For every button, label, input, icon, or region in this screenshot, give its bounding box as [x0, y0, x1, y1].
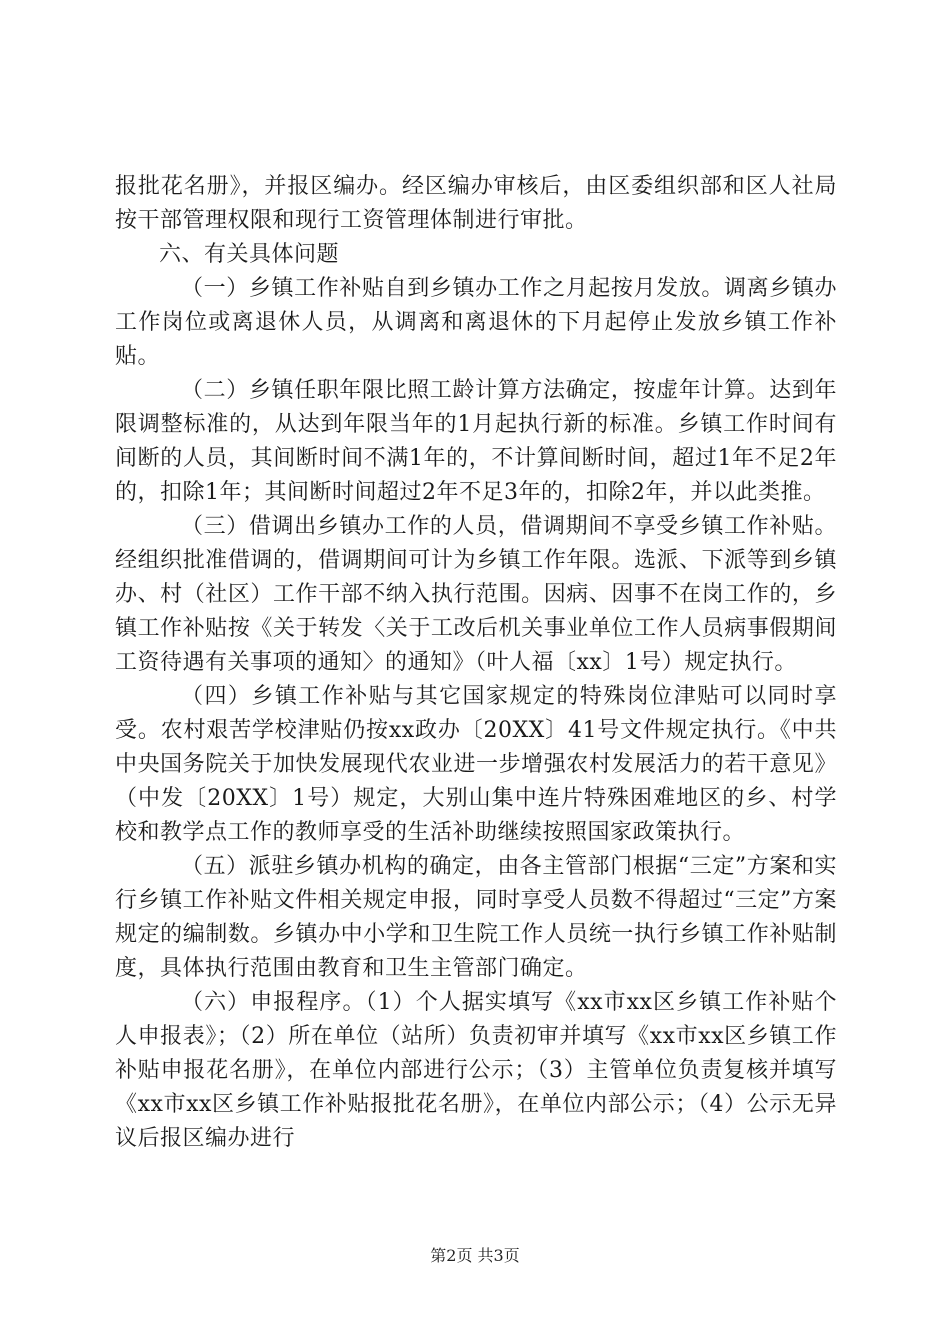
paragraph-item-3: （三）借调出乡镇办工作的人员，借调期间不享受乡镇工作补贴。经组织批准借调的，借调期间可计为乡镇工作年限。选派、下派等到乡镇办、村（社区）工作干部不纳入执行范围。因病、因事不在岗工作的，乡镇工作补贴按《关于转发〈关于工改后机关事业单位工作人员病事假期间工资待遇有关事项的通知〉的通知》（叶人福〔xx〕1号）规定执行。 [115, 514, 837, 675]
paragraph-item-4: （四）乡镇工作补贴与其它国家规定的特殊岗位津贴可以同时享受。农村艰苦学校津贴仍按xx政办〔20XX〕41号文件规定执行。《中共中央国务院关于加快发展现代农业进一步增强农村发展活力的若干意见》（中发〔20XX〕1号）规定，大别山集中连片特殊困难地区的乡、村学校和教学点工作的教师享受的生活补助继续按照国家政策执行。 [115, 684, 837, 845]
paragraph-item-6: （六）申报程序。（1）个人据实填写《xx市xx区乡镇工作补贴个人申报表》；（2）所在单位（站所）负责初审并填写《xx市xx区乡镇工作补贴申报花名册》，在单位内部进行公示；（3）主管单位负责复核并填写《xx市xx区乡镇工作补贴报批花名册》，在单位内部公示；（4）公示无异议后报区编办进行 [115, 990, 837, 1151]
paragraph-item-1: （一）乡镇工作补贴自到乡镇办工作之月起按月发放。调离乡镇办工作岗位或离退休人员，从调离和离退休的下月起停止发放乡镇工作补贴。 [115, 276, 837, 369]
paragraph-item-5: （五）派驻乡镇办机构的确定，由各主管部门根据“三定”方案和实行乡镇工作补贴文件相关规定申报，同时享受人员数不得超过“三定”方案规定的编制数。乡镇办中小学和卫生院工作人员统一执行乡镇工作补贴制度，具体执行范围由教育和卫生主管部门确定。 [115, 854, 837, 981]
document-body [115, 170, 837, 1156]
page-footer: 第2页 共3页 [430, 1246, 520, 1265]
paragraph-continuation: 报批花名册》，并报区编办。经区编办审核后，由区委组织部和区人社局按干部管理权限和现行工资管理体制进行审批。 [115, 174, 837, 233]
section-heading: 六、有关具体问题 [159, 242, 340, 267]
paragraph-item-2: （二）乡镇任职年限比照工龄计算方法确定，按虚年计算。达到年限调整标准的，从达到年限当年的1月起执行新的标准。乡镇工作时间有间断的人员，其间断时间不满1年的，不计算间断时间，超过1年不足2年的，扣除1年；其间断时间超过2年不足3年的，扣除2年，并以此类推。 [115, 378, 837, 505]
